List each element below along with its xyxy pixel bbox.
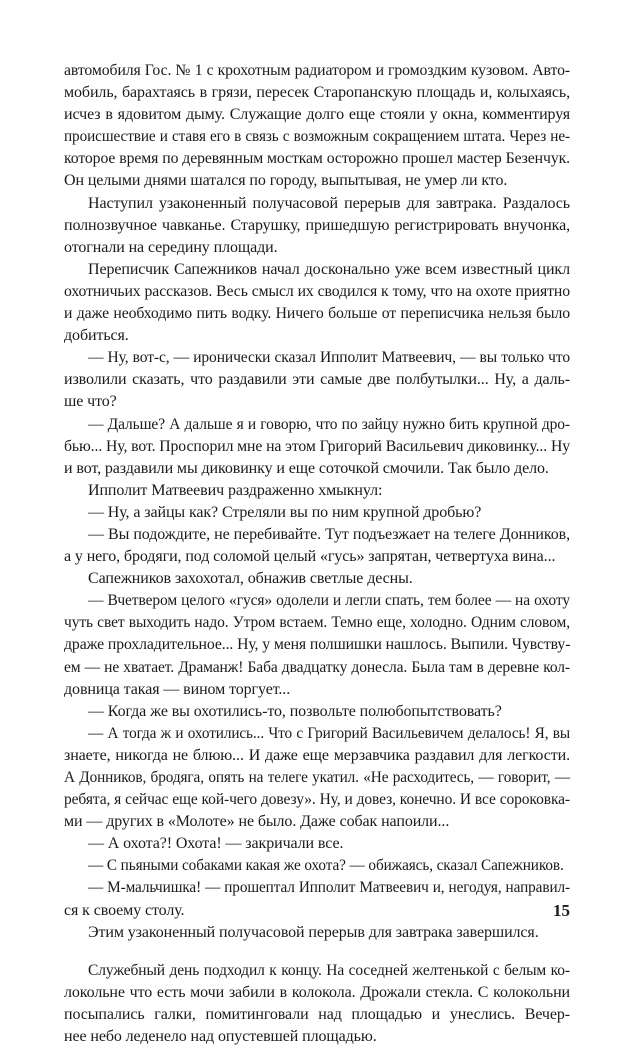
text-line: — Дальше? А дальше я и говорю, что по зайцу нужно бить крупной дро- — [88, 415, 570, 433]
text-line: — Ну, а зайцы как? Стреляли вы по ним крупной дробью? — [88, 503, 482, 521]
text-line: — А охота?! Охота! — закричали все. — [88, 835, 344, 853]
text-line: и вот, раздавили мы диковинку и еще соточкой смочили. Так было дело. — [64, 459, 549, 477]
text-line: — С пьяными собаками какая же охота? — обижаясь, сказал Сапежников. — [88, 857, 564, 875]
text-line: — Когда же вы охотились-то, позвольте полюбопытствовать? — [88, 702, 502, 720]
text-line: полнозвучное чавканье. Старушку, пришедшую регистрировать внучонка, — [64, 216, 570, 234]
text-line: посыпались галки, помитинговали над площадью и унеслись. Вечер- — [64, 1005, 570, 1023]
text-line: Наступил узаконенный получасовой перерыв для завтрака. Раздалось — [88, 194, 570, 212]
text-line: Ипполит Матвеевич раздраженно хмыкнул: — [88, 481, 383, 499]
text-line: автомобиля Гос. № 1 с крохотным радиатором и громоздким кузовом. Авто- — [64, 62, 570, 79]
text-line: довница такая — вином торгует... — [64, 680, 291, 698]
text-line: локольне что есть мочи забили в колокола. Дрожали стекла. С колокольни — [64, 983, 570, 1001]
text-line: ми — других в «Молоте» не было. Даже собак напоили... — [64, 813, 450, 831]
text-line: — Вчетвером целого «гуся» одолели и легли спать, тем более — на охоту — [88, 592, 570, 610]
text-line: ребята, я сейчас еще кой-чего довезу». Ну, и довез, конечно. И все сороковка- — [64, 791, 570, 809]
text-line: — А тогда ж и охотились... Что с Григорий Васильевичем делалось! Я, вы — [88, 724, 570, 742]
text-line: мобиль, барахтаясь в грязи, пересек Старопанскую площадь и, колыхаясь, — [64, 84, 570, 102]
text-line: ся к своему столу. — [64, 901, 185, 919]
text-line: и даже необходимо пить водку. Ничего больше от переписчика нельзя было — [64, 305, 570, 323]
text-line: — Вы подождите, не перебивайте. Тут подъезжает на телеге Донников, — [88, 525, 570, 543]
text-line: которое время по деревянным мосткам осторожно прошел мастер Безенчук. — [64, 150, 570, 168]
text-line: охотничьих рассказов. Весь смысл их сводился к тому, что на охоте приятно — [64, 282, 570, 300]
text-line: драже прохладительное... Ну, у меня полшишки нашлось. Выпили. Чувству- — [64, 636, 571, 654]
text-line: Переписчик Сапежников начал досконально уже всем известный цикл — [88, 260, 570, 278]
text-line: А Донников, бродяга, опять на телеге укатил. «Не расходитесь, — говорит, — — [64, 769, 570, 786]
text-line: Он целыми днями шатался по городу, выпытывая, не умер ли кто. — [64, 172, 508, 190]
text-line: Этим узаконенный получасовой перерыв для завтрака завершился. — [88, 923, 539, 941]
text-line: изволили сказать, что раздавили эти самые две полбутылки... Ну, а даль- — [64, 371, 570, 389]
text-line: знаете, никогда не блюю... И даже еще мерзавчика раздавил для легкости. — [64, 746, 570, 764]
text-line: ем — не хватает. Драманж! Баба двадцатку донесла. Была там в деревне кол- — [64, 658, 570, 676]
text-line: а у него, бродяги, под соломой целый «гусь» запрятан, четвертуха вина... — [64, 548, 556, 566]
text-line: отогнали на середину площади. — [64, 238, 278, 256]
page-number: 15 — [553, 901, 570, 920]
body-text — [64, 60, 570, 1048]
section-break — [64, 944, 570, 960]
text-line: Сапежников захохотал, обнажив светлые десны. — [88, 570, 413, 588]
text-line: исчез в ядовитом дыму. Служащие долго еще стояли у окна, комментируя — [64, 106, 570, 124]
text-line: добиться. — [64, 327, 129, 345]
text-line: ше что? — [64, 393, 117, 411]
text-line: — М-мальчишка! — прошептал Ипполит Матвеевич и, негодуя, направил- — [88, 879, 570, 897]
text-line: — Ну, вот-с, — иронически сказал Ипполит Матвеевич, — вы только что — [88, 349, 570, 367]
text-line: происшествие и ставя его в связь с возможным сокращением штата. Через не- — [64, 128, 570, 146]
text-line: нее небо леденело над опустевшей площадью. — [64, 1028, 377, 1046]
text-line: Служебный день подходил к концу. На соседней желтенькой с белым ко- — [88, 961, 570, 979]
text-line: чуть свет выходить надо. Утром встаем. Темно еще, холодно. Одним словом, — [64, 614, 570, 632]
text-line: бью... Ну, вот. Проспорил мне на этом Григорий Васильевич диковинку... Ну — [64, 437, 570, 455]
